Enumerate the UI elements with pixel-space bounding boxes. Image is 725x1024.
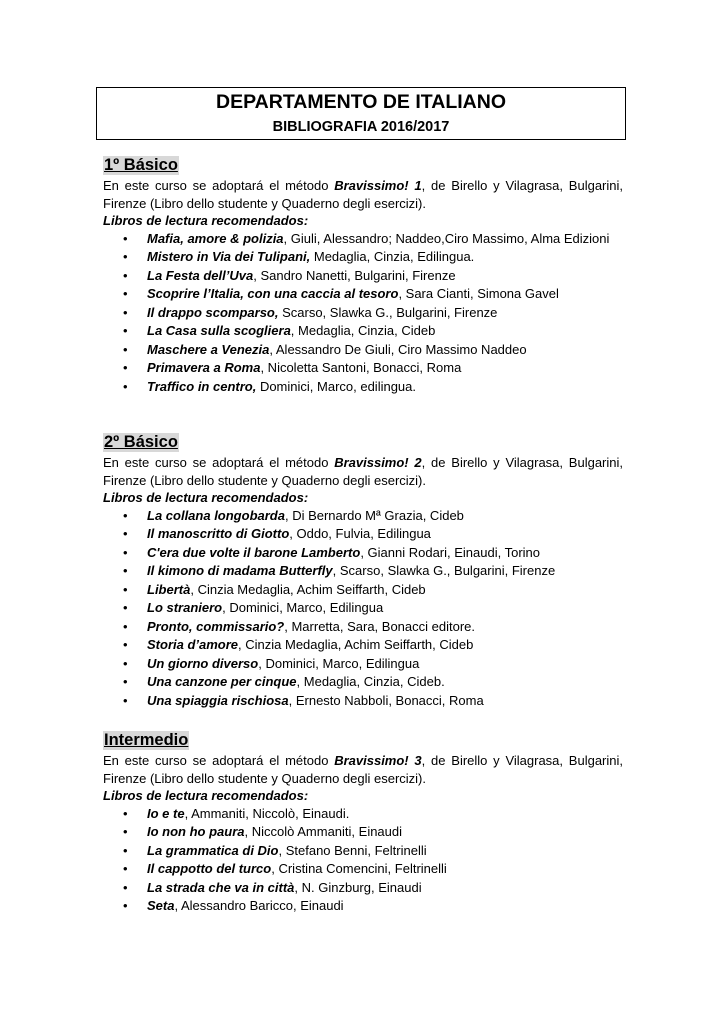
reading-list-label: Libros de lectura recomendados:	[103, 213, 309, 228]
section-heading: 2º Básico	[104, 433, 178, 451]
book-details: , N. Ginzburg, Einaudi	[294, 879, 422, 895]
book-details: Medaglia, Cinzia, Edilingua.	[310, 249, 475, 264]
section-intro	[103, 752, 623, 787]
book-details: , Ammaniti, Niccolò, Einaudi.	[184, 805, 350, 821]
bullet-icon: •	[123, 600, 128, 615]
bullet-icon: •	[123, 581, 128, 597]
book-details: , Niccolò Ammaniti, Einaudi	[244, 824, 403, 839]
book-title: Il kimono di madama Butterfly	[147, 563, 333, 578]
bullet-icon: •	[123, 842, 128, 858]
document-subtitle: BIBLIOGRAFIA 2016/2017	[272, 119, 450, 135]
list-item	[103, 285, 623, 304]
book-details: , Medaglia, Cinzia, Cideb.	[296, 674, 445, 689]
book-title: Io non ho paura	[147, 824, 245, 839]
book-details: , Marretta, Sara, Bonacci editore.	[284, 618, 476, 634]
list-item	[103, 805, 623, 824]
book-details: , Nicoletta Santoni, Bonacci, Roma	[260, 360, 462, 375]
book-title: Primavera a Roma	[147, 360, 261, 375]
book-details: , Stefano Benni, Feltrinelli	[278, 842, 427, 858]
book-title: Un giorno diverso	[147, 655, 259, 671]
bullet-icon: •	[123, 637, 128, 652]
bullet-icon: •	[123, 861, 128, 876]
list-item	[103, 842, 623, 861]
book-details: , Alessandro De Giuli, Ciro Massimo Naddeo	[269, 341, 527, 357]
book-details: , Sandro Nanetti, Bulgarini, Firenze	[253, 267, 456, 283]
list-item	[103, 692, 623, 711]
bullet-icon: •	[123, 341, 128, 357]
book-title: Scoprire l’Italia, con una caccia al tesoro	[147, 286, 399, 301]
bullet-icon: •	[123, 563, 128, 578]
book-title: C'era due volte il barone Lamberto	[147, 544, 361, 560]
book-title: Maschere a Venezia	[147, 341, 270, 357]
intro-text: En este curso se adoptará el método	[103, 753, 335, 768]
bullet-icon: •	[123, 526, 128, 541]
book-title: La collana longobarda	[147, 507, 285, 523]
book-title: Una canzone per cinque	[147, 674, 297, 689]
bullet-icon: •	[123, 304, 128, 320]
list-item	[103, 823, 623, 842]
book-details: , Dominici, Marco, Edilingua	[258, 655, 420, 671]
book-details: , Di Bernardo Mª Grazia, Cideb	[284, 507, 464, 523]
section-intermedio	[103, 731, 623, 916]
book-title: Il manoscritto di Giotto	[147, 526, 290, 541]
list-item	[103, 359, 623, 378]
reading-list	[103, 507, 623, 711]
book-title: Pronto, commissario?	[147, 618, 285, 634]
list-item	[103, 860, 623, 879]
book-details: , Gianni Rodari, Einaudi, Torino	[360, 544, 541, 560]
list-item	[103, 618, 623, 637]
book-title: Il drappo scomparso,	[147, 304, 279, 320]
book-title: La Casa sulla scogliera	[147, 323, 291, 338]
book-title: Io e te	[147, 805, 185, 821]
book-details: , Oddo, Fulvia, Edilingua	[289, 526, 431, 541]
section-2-basico	[103, 433, 623, 710]
document-title: DEPARTAMENTO DE ITALIANO	[216, 91, 506, 113]
bullet-icon: •	[123, 674, 128, 689]
reading-list	[103, 230, 623, 397]
section-heading: 1º Básico	[104, 156, 178, 174]
book-details: , Cristina Comencini, Feltrinelli	[271, 861, 447, 876]
book-title: La Festa dell’Uva	[147, 267, 254, 283]
list-item	[103, 525, 623, 544]
book-title: La grammatica di Dio	[147, 842, 279, 858]
list-item	[103, 636, 623, 655]
section-intro	[103, 177, 623, 212]
book-title: Storia d’amore	[147, 637, 239, 652]
bullet-icon: •	[123, 507, 128, 523]
book-title: La strada che va in città	[147, 879, 295, 895]
section-intro	[103, 454, 623, 489]
bullet-icon: •	[123, 378, 128, 394]
book-details: , Scarso, Slawka G., Bulgarini, Firenze	[332, 563, 556, 578]
list-item	[103, 599, 623, 618]
reading-list-label: Libros de lectura recomendados:	[103, 788, 309, 803]
intro-text: , de Birello y Vilagrasa, Bulgarini, Firenze (Libro dello studente y Quaderno degli esercizi).	[103, 753, 623, 786]
book-details: , Alessandro Baricco, Einaudi	[174, 898, 344, 913]
section-heading: Intermedio	[104, 731, 189, 749]
bullet-icon: •	[123, 898, 128, 913]
list-item	[103, 897, 623, 916]
book-details: , Ernesto Nabboli, Bonacci, Roma	[288, 692, 484, 708]
book-title: Una spiaggia rischiosa	[147, 692, 289, 708]
list-item	[103, 248, 623, 267]
book-title: Il cappotto del turco	[147, 861, 272, 876]
list-item	[103, 544, 623, 563]
book-details: , Cinzia Medaglia, Achim Seiffarth, Cideb	[238, 637, 474, 652]
list-item	[103, 378, 623, 397]
bullet-icon: •	[123, 267, 128, 283]
intro-text: En este curso se adoptará el método	[103, 455, 335, 470]
list-item	[103, 267, 623, 286]
list-item	[103, 673, 623, 692]
bullet-icon: •	[123, 544, 128, 560]
document-header	[96, 87, 626, 140]
intro-text: En este curso se adoptará el método	[103, 178, 335, 193]
bullet-icon: •	[123, 249, 128, 264]
book-title: Libertà	[147, 581, 191, 597]
book-details: , Dominici, Marco, Edilingua	[222, 600, 384, 615]
method-name: Bravissimo! 1	[334, 178, 422, 193]
list-item	[103, 507, 623, 526]
bullet-icon: •	[123, 805, 128, 821]
book-title: Mistero in Via dei Tulipani,	[147, 249, 311, 264]
list-item	[103, 341, 623, 360]
intro-text: , de Birello y Vilagrasa, Bulgarini, Firenze (Libro dello studente y Quaderno degli esercizi).	[103, 455, 623, 488]
book-details: , Giuli, Alessandro; Naddeo,Ciro Massimo, Alma Edizioni	[283, 230, 610, 246]
list-item	[103, 304, 623, 323]
bullet-icon: •	[123, 692, 128, 708]
book-title: Traffico in centro,	[147, 378, 257, 394]
list-item	[103, 879, 623, 898]
method-name: Bravissimo! 3	[334, 753, 422, 768]
bullet-icon: •	[123, 655, 128, 671]
book-title: Lo straniero	[147, 600, 223, 615]
list-item	[103, 230, 623, 249]
reading-list	[103, 805, 623, 916]
bullet-icon: •	[123, 323, 128, 338]
bullet-icon: •	[123, 286, 128, 301]
list-item	[103, 562, 623, 581]
book-details: , Sara Cianti, Simona Gavel	[398, 286, 559, 301]
section-1-basico	[103, 156, 623, 396]
bullet-icon: •	[123, 360, 128, 375]
book-details: Dominici, Marco, edilingua.	[256, 378, 417, 394]
book-details: , Medaglia, Cinzia, Cideb	[290, 323, 436, 338]
book-details: , Cinzia Medaglia, Achim Seiffarth, Cideb	[190, 581, 426, 597]
bullet-icon: •	[123, 618, 128, 634]
reading-list-label: Libros de lectura recomendados:	[103, 490, 309, 505]
list-item	[103, 322, 623, 341]
bullet-icon: •	[123, 879, 128, 895]
book-title: Mafia, amore & polizia	[147, 230, 284, 246]
list-item	[103, 581, 623, 600]
book-title: Seta	[147, 898, 175, 913]
list-item	[103, 655, 623, 674]
bullet-icon: •	[123, 824, 128, 839]
bullet-icon: •	[123, 230, 128, 246]
book-details: Scarso, Slawka G., Bulgarini, Firenze	[278, 304, 498, 320]
method-name: Bravissimo! 2	[334, 455, 422, 470]
intro-text: , de Birello y Vilagrasa, Bulgarini, Firenze (Libro dello studente y Quaderno degli esercizi).	[103, 178, 623, 211]
